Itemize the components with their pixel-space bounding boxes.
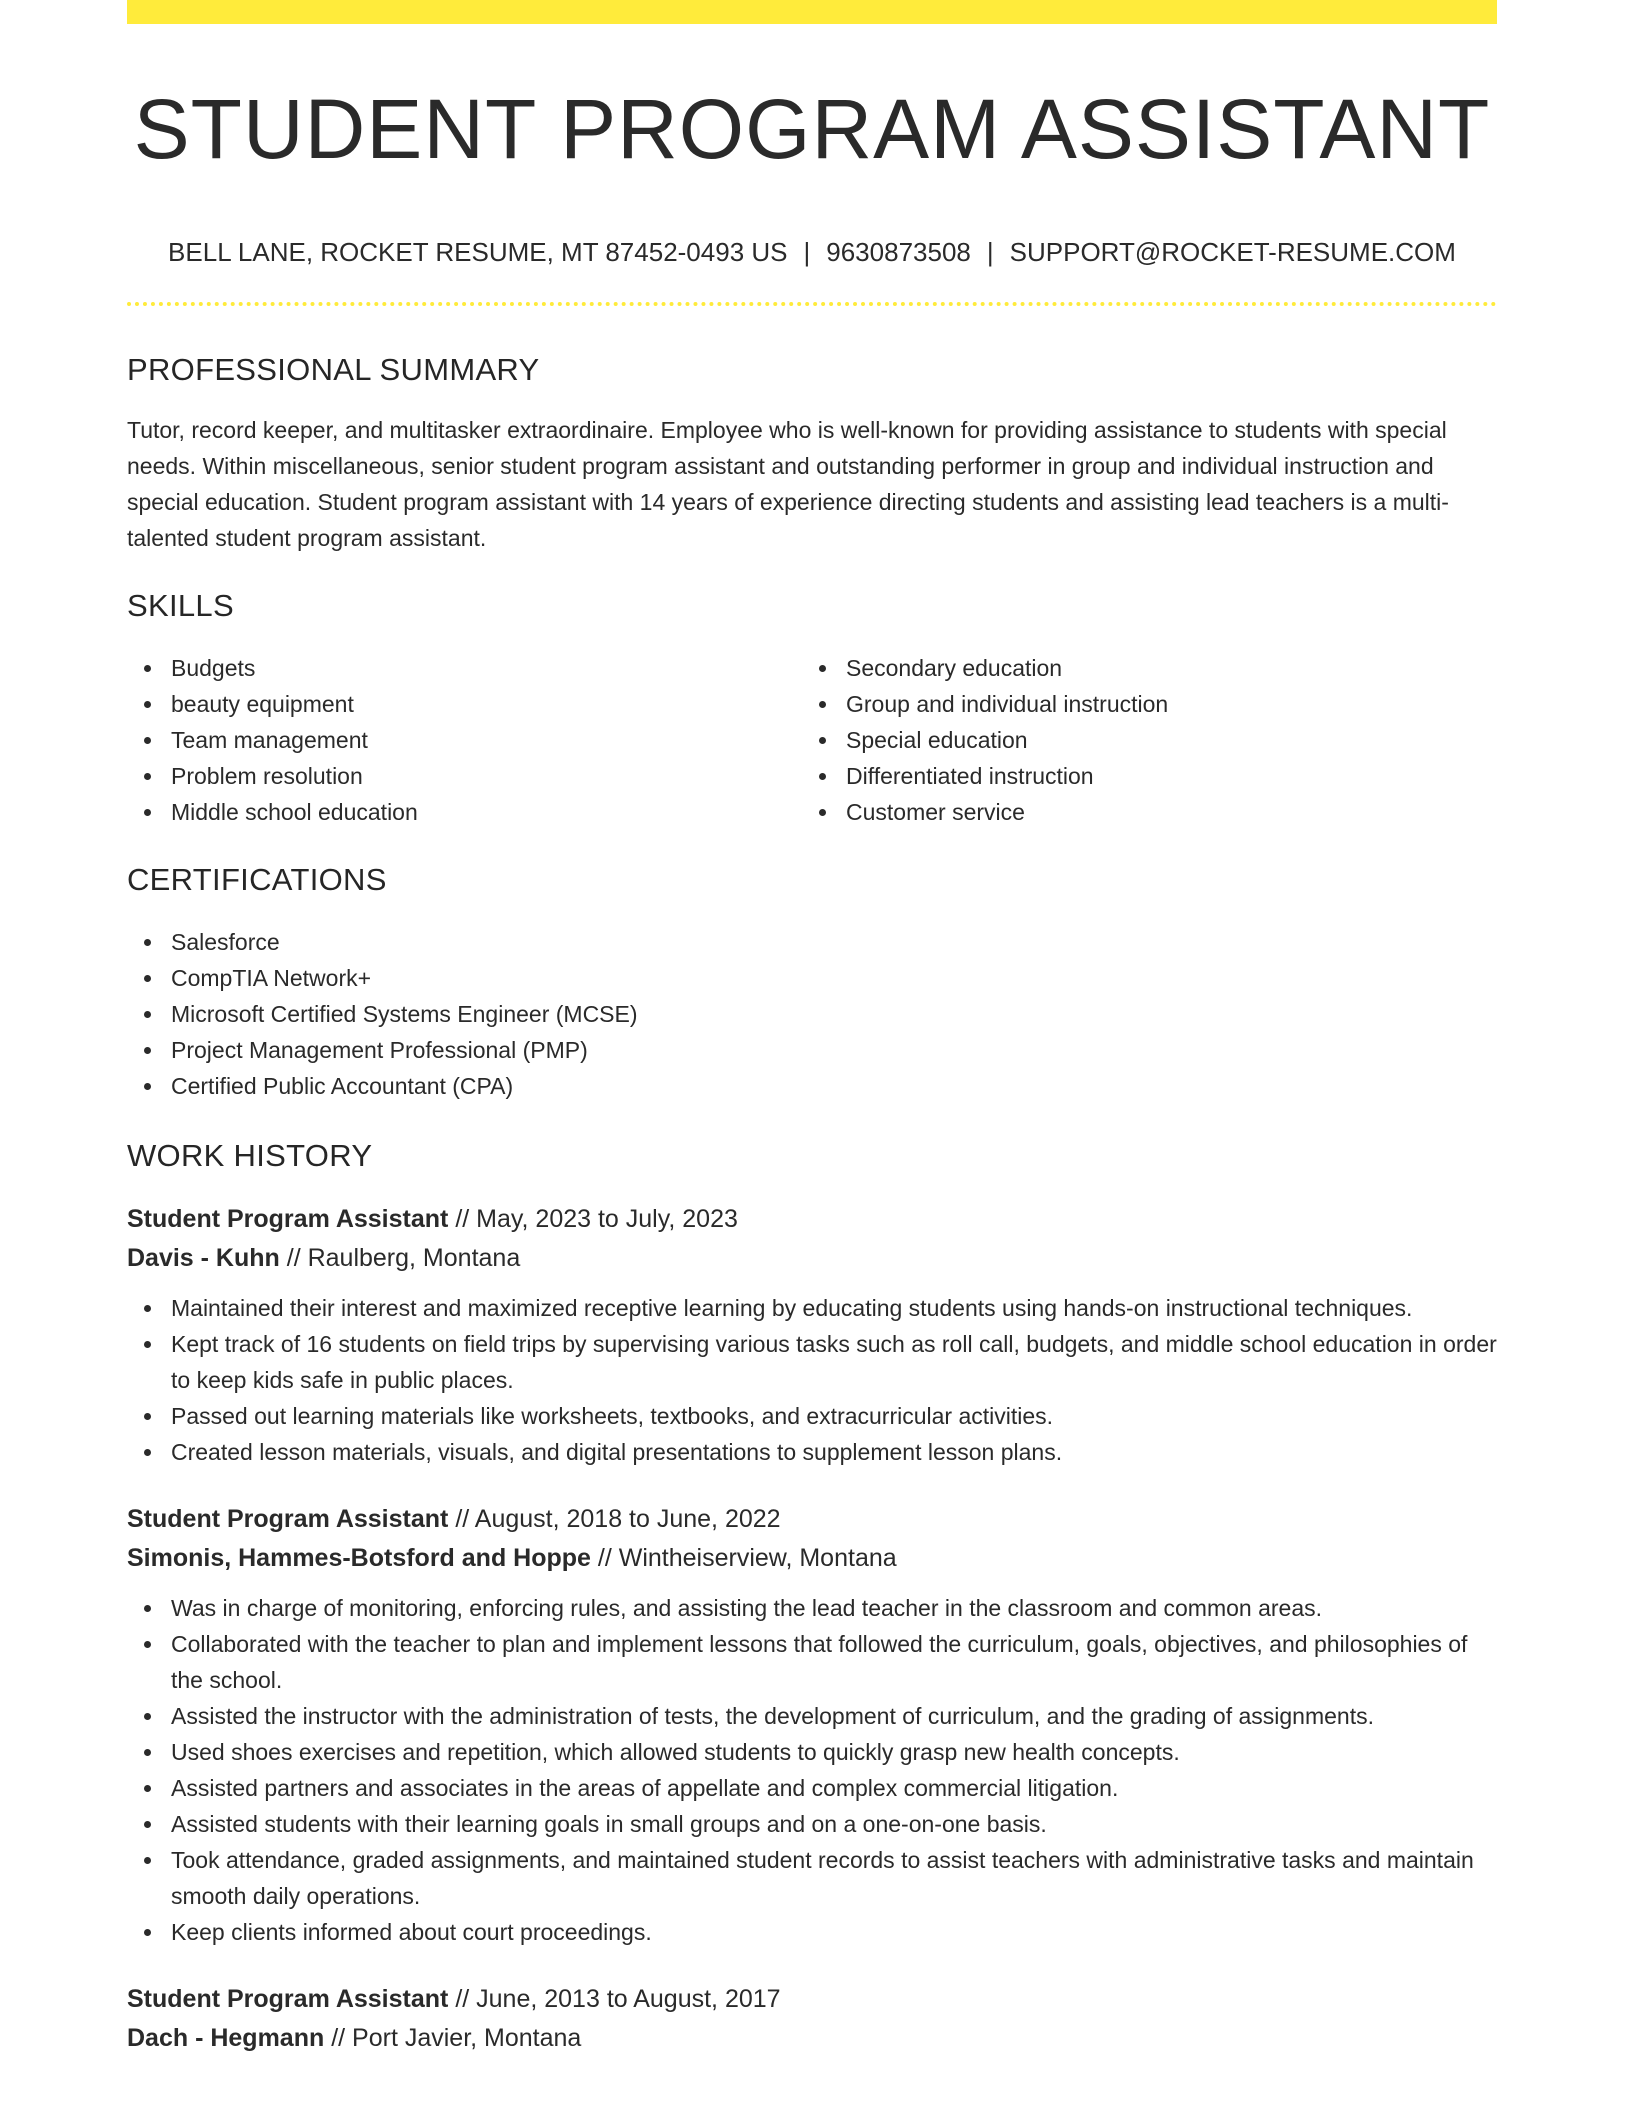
job-dates: // May, 2023 to July, 2023 [455, 1205, 738, 1233]
skill-item: Budgets [127, 650, 802, 686]
skill-item: Group and individual instruction [802, 686, 1477, 722]
job-company: Dach - Hegmann [127, 2024, 325, 2052]
job-title-line [127, 1500, 1497, 1539]
summary-text: Tutor, record keeper, and multitasker extraordinaire. Employee who is well-known for providing assistance to students with special needs. Within miscellaneous, senior student program assistant and outstanding performer in group and individual instruction and special education. Student program assistant with 14 years of experience directing students and assisting lead teachers is a multi-talented student program assistant. [127, 417, 1449, 551]
job-location: // Port Javier, Montana [331, 2024, 582, 2052]
section-title: CERTIFICATIONS [127, 862, 387, 897]
certifications-section [127, 862, 1497, 1104]
job-title: Student Program Assistant [127, 1505, 449, 1533]
skill-item: Team management [127, 722, 802, 758]
certification-item: Microsoft Certified Systems Engineer (MCSE) [127, 996, 1497, 1032]
job-duty: Assisted students with their learning goals in small groups and on a one-on-one basis. [127, 1806, 1497, 1842]
job-dates: // August, 2018 to June, 2022 [455, 1505, 781, 1533]
certification-item: Project Management Professional (PMP) [127, 1032, 1497, 1068]
skill-item: Customer service [802, 794, 1477, 830]
job-duty: Assisted partners and associates in the areas of appellate and complex commercial litigation. [127, 1770, 1497, 1806]
section-title: WORK HISTORY [127, 1138, 373, 1173]
job-company-line [127, 1239, 1497, 1278]
job-location: // Wintheiserview, Montana [597, 1544, 897, 1572]
job-duties-list [127, 1590, 1497, 1950]
skill-item: beauty equipment [127, 686, 802, 722]
job-duty: Kept track of 16 students on field trips by supervising various tasks such as roll call, budgets, and middle school education in order to keep kids safe in public places. [127, 1326, 1497, 1398]
job-duty: Passed out learning materials like worksheets, textbooks, and extracurricular activities. [127, 1398, 1497, 1434]
job-duty: Was in charge of monitoring, enforcing rules, and assisting the lead teacher in the classroom and common areas. [127, 1590, 1497, 1626]
skills-list-right [802, 650, 1477, 830]
accent-bar [127, 0, 1497, 24]
certification-item: CompTIA Network+ [127, 960, 1497, 996]
work-history-section [127, 1138, 1497, 2058]
skill-item: Middle school education [127, 794, 802, 830]
job-duty: Used shoes exercises and repetition, which allowed students to quickly grasp new health concepts. [127, 1734, 1497, 1770]
contact-address: BELL LANE, ROCKET RESUME, MT 87452-0493 US [168, 237, 788, 267]
certification-item: Salesforce [127, 924, 1497, 960]
job-company: Simonis, Hammes-Botsford and Hoppe [127, 1544, 591, 1572]
job-company-line [127, 1539, 1497, 1578]
skills-section [127, 588, 1497, 830]
job-duty: Assisted the instructor with the administration of tests, the development of curriculum, and the grading of assignments. [127, 1698, 1497, 1734]
skill-item: Special education [802, 722, 1477, 758]
job-title: Student Program Assistant [127, 1205, 449, 1233]
job-duties-list [127, 1290, 1497, 1470]
section-title: SKILLS [127, 588, 234, 623]
skills-grid [127, 650, 1497, 830]
resume-page [127, 0, 1497, 2058]
contact-phone: 9630873508 [826, 237, 971, 267]
job-duty: Maintained their interest and maximized receptive learning by educating students using hands-on instructional techniques. [127, 1290, 1497, 1326]
job-duty: Collaborated with the teacher to plan and implement lessons that followed the curriculum, goals, objectives, and philosophies of the school. [127, 1626, 1497, 1698]
skill-item: Secondary education [802, 650, 1477, 686]
job-location: // Raulberg, Montana [286, 1244, 521, 1272]
job-duty: Created lesson materials, visuals, and digital presentations to supplement lesson plans. [127, 1434, 1497, 1470]
resume-name: STUDENT PROGRAM ASSISTANT [133, 82, 1491, 176]
contact-email: SUPPORT@ROCKET-RESUME.COM [1009, 237, 1456, 267]
job-title-line [127, 1980, 1497, 2019]
job-title: Student Program Assistant [127, 1985, 449, 2013]
skills-list-left [127, 650, 802, 830]
certification-item: Certified Public Accountant (CPA) [127, 1068, 1497, 1104]
job-dates: // June, 2013 to August, 2017 [455, 1985, 781, 2013]
job-duty: Keep clients informed about court proceedings. [127, 1914, 1497, 1950]
job-company: Davis - Kuhn [127, 1244, 280, 1272]
skill-item: Differentiated instruction [802, 758, 1477, 794]
job-company-line [127, 2019, 1497, 2058]
section-title: PROFESSIONAL SUMMARY [127, 352, 540, 387]
certifications-list [127, 924, 1497, 1104]
contact-line [127, 236, 1497, 268]
professional-summary-section [127, 352, 1497, 556]
job-duty: Took attendance, graded assignments, and maintained student records to assist teachers with administrative tasks and maintain smooth daily operations. [127, 1842, 1497, 1914]
job-title-line [127, 1200, 1497, 1239]
dotted-divider [127, 302, 1497, 306]
skill-item: Problem resolution [127, 758, 802, 794]
contact-separator: | [803, 237, 811, 267]
contact-separator: | [986, 237, 994, 267]
